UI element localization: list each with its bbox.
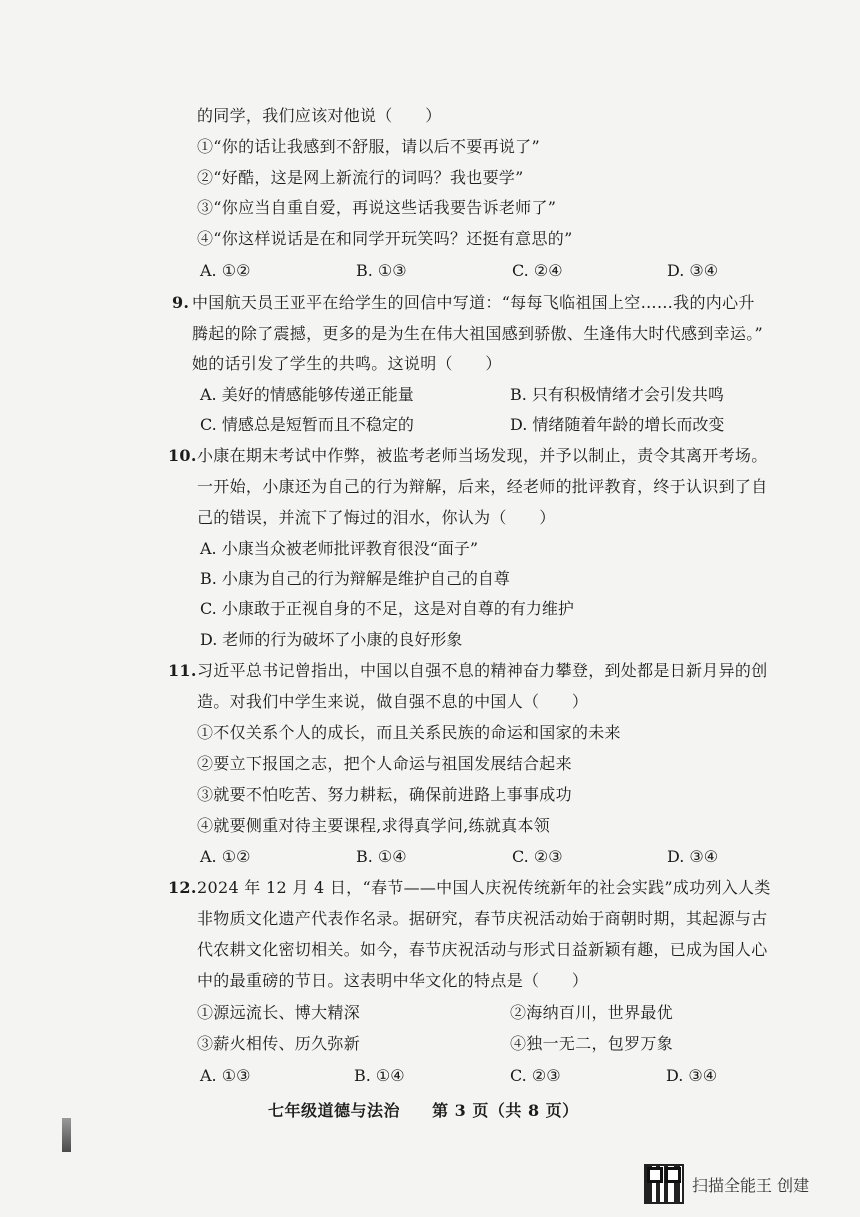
q12-line-1: 2024 年 12 月 4 日，“春节——中国人庆祝传统新年的社会实践”成功列入人类 — [197, 878, 771, 897]
q9-line-2: 腾起的除了震撼，更多的是为生在伟大祖国感到骄傲、生逢伟大时代感到幸运。” — [192, 324, 763, 343]
bleed-through-decoration — [640, 108, 780, 128]
q10-number: 10. — [168, 446, 197, 465]
q9-choice-b[interactable]: B. 只有积极情绪才会引发共鸣 — [510, 385, 724, 404]
footer-subject: 七年级道德与法治 — [268, 1101, 401, 1120]
q11-line-1: 习近平总书记曾指出，中国以自强不息的精神奋力攀登，到处都是日新月异的创 — [197, 661, 768, 680]
q8-choice-b[interactable]: B. ①③ — [356, 261, 407, 280]
q9-choice-d[interactable]: D. 情绪随着年龄的增长而改变 — [510, 415, 725, 434]
binding-mark — [62, 1118, 71, 1152]
q10-choice-b[interactable]: B. 小康为自己的行为辩解是维护自己的自尊 — [200, 569, 510, 588]
q12-choice-c[interactable]: C. ②③ — [510, 1066, 561, 1085]
q10-choice-a[interactable]: A. 小康当众被老师批评教育很没“面子” — [200, 539, 479, 558]
q10-choice-c[interactable]: C. 小康敢于正视自身的不足，这是对自尊的有力维护 — [200, 599, 574, 618]
watermark-text: 扫描全能王 创建 — [692, 1175, 810, 1195]
q12-choice-b[interactable]: B. ①④ — [354, 1066, 405, 1085]
q12-line-4: 中的最重磅的节日。这表明中华文化的特点是（ ） — [197, 971, 589, 990]
q11-item-3: ③就要不怕吃苦、努力耕耘，确保前进路上事事成功 — [197, 785, 572, 804]
q9-line-1: 中国航天员王亚平在给学生的回信中写道：“每每飞临祖国上空……我的内心升 — [192, 293, 755, 312]
q9-line-3: 她的话引发了学生的共鸣。这说明（ ） — [192, 354, 502, 373]
q10-line-1: 小康在期末考试中作弊，被监考老师当场发现，并予以制止，责令其离开考场。 — [197, 446, 768, 465]
q8-item-4: ④“你这样说话是在和同学开玩笑吗？还挺有意思的” — [197, 229, 573, 248]
q12-choice-a[interactable]: A. ①③ — [200, 1066, 251, 1085]
q11-choice-a[interactable]: A. ①② — [200, 847, 251, 866]
qr-code-icon — [644, 1164, 684, 1204]
q11-item-4: ④就要侧重对待主要课程,求得真学问,练就真本领 — [197, 816, 551, 835]
q8-choice-a[interactable]: A. ①② — [200, 261, 251, 280]
q12-line-3: 代农耕文化密切相关。如今，春节庆祝活动与形式日益新颖有趣，已成为国人心 — [197, 940, 768, 959]
scanner-watermark — [644, 1164, 809, 1204]
q9-number: 9. — [172, 293, 190, 312]
q12-item-2: ②海纳百川，世界最优 — [510, 1003, 674, 1022]
q11-item-2: ②要立下报国之志，把个人命运与祖国发展结合起来 — [197, 754, 572, 773]
q8-item-3: ③“你应当自重自爱，再说这些话我要告诉老师了” — [197, 198, 557, 217]
q8-item-1: ①“你的话让我感到不舒服，请以后不要再说了” — [197, 137, 540, 156]
page-footer — [268, 1098, 605, 1121]
q11-choice-b[interactable]: B. ①④ — [356, 847, 407, 866]
q12-item-1: ①源远流长、博大精深 — [197, 1003, 361, 1022]
q8-stem-tail: 的同学，我们应该对他说（ ） — [197, 106, 442, 125]
q10-choice-d[interactable]: D. 老师的行为破坏了小康的良好形象 — [200, 630, 463, 649]
q11-number: 11. — [168, 661, 197, 680]
q8-choice-d[interactable]: D. ③④ — [667, 261, 719, 280]
q12-item-3: ③薪火相传、历久弥新 — [197, 1034, 361, 1053]
q8-choice-c[interactable]: C. ②④ — [512, 261, 563, 280]
q11-choice-c[interactable]: C. ②③ — [512, 847, 563, 866]
q12-item-4: ④独一无二，包罗万象 — [510, 1034, 674, 1053]
q12-number: 12. — [168, 878, 197, 897]
q11-item-1: ①不仅关系个人的成长，而且关系民族的命运和国家的未来 — [197, 723, 621, 742]
q10-line-3: 己的错误，并流下了悔过的泪水，你认为（ ） — [197, 508, 556, 527]
q9-choice-c[interactable]: C. 情感总是短暂而且不稳定的 — [200, 415, 414, 434]
q11-line-2: 造。对我们中学生来说，做自强不息的中国人（ ） — [197, 692, 589, 711]
q9-choice-a[interactable]: A. 美好的情感能够传递正能量 — [200, 385, 414, 404]
q8-item-2: ②“好酷，这是网上新流行的词吗？我也要学” — [197, 168, 524, 187]
q11-choice-d[interactable]: D. ③④ — [667, 847, 719, 866]
q12-line-2: 非物质文化遗产代表作名录。据研究，春节庆祝活动始于商朝时期，其起源与古 — [197, 909, 768, 928]
footer-page-number: 第 3 页（共 8 页） — [432, 1101, 579, 1120]
q10-line-2: 一开始，小康还为自己的行为辩解，后来，经老师的批评教育，终于认识到了自 — [197, 477, 768, 496]
q12-choice-d[interactable]: D. ③④ — [666, 1066, 718, 1085]
